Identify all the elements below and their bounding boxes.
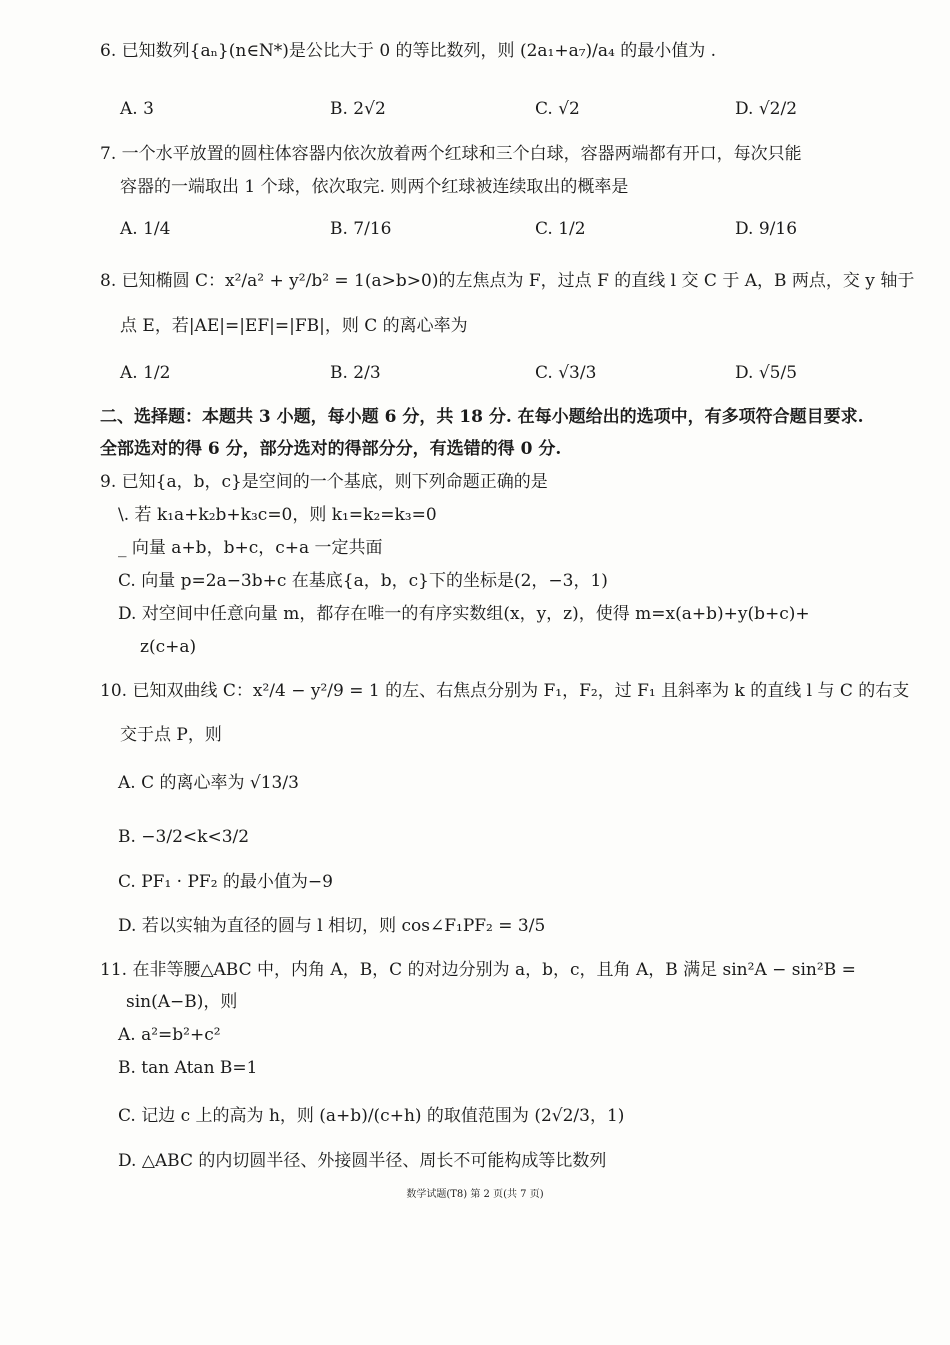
question-6-option-d: D. √2/2	[735, 99, 798, 119]
question-11-option-b: B. tan Atan B=1	[118, 1058, 258, 1078]
question-7-option-d: D. 9/16	[735, 219, 798, 239]
page-footer: 数学试题(T8) 第 2 页(共 7 页)	[406, 1189, 544, 1200]
question-10-option-d: D. 若以实轴为直径的圆与 l 相切，则 cos∠F₁PF₂ = 3/5	[118, 916, 546, 936]
question-11-option-c: C. 记边 c 上的高为 h，则 (a+b)/(c+h) 的取值范围为 (2√2/3，1)	[118, 1106, 625, 1126]
question-8-option-a: A. 1/2	[120, 363, 171, 383]
question-9-option-d-line2: z(c+a)	[140, 637, 197, 657]
question-9-option-b: _ 向量 a+b，b+c，c+a 一定共面	[118, 538, 383, 558]
question-7-option-a: A. 1/4	[120, 219, 171, 239]
question-8-option-d: D. √5/5	[735, 363, 798, 383]
question-9-option-a: \. 若 k₁a+k₂b+k₃c=0，则 k₁=k₂=k₃=0	[118, 505, 437, 525]
question-8-option-b: B. 2/3	[330, 363, 381, 383]
question-7-stem-line1: 7. 一个水平放置的圆柱体容器内依次放着两个红球和三个白球，容器两端都有开口，每次只能	[100, 144, 802, 164]
question-9-option-d-line1: D. 对空间中任意向量 m，都存在唯一的有序实数组(x，y，z)，使得 m=x(a+b)+y(b+c)+	[118, 604, 810, 624]
section-2-heading-line2: 全部选对的得 6 分，部分选对的得部分分，有选错的得 0 分.	[100, 439, 562, 459]
question-11-stem-line1: 11. 在非等腰△ABC 中，内角 A，B，C 的对边分别为 a，b，c，且角 A，B 满足 sin²A − sin²B =	[100, 960, 856, 980]
question-10-option-b: B. −3/2<k<3/2	[118, 827, 250, 847]
question-10-option-c: C. PF₁ · PF₂ 的最小值为−9	[118, 872, 333, 892]
question-8-option-c: C. √3/3	[535, 363, 597, 383]
question-9-stem: 9. 已知{a，b，c}是空间的一个基底，则下列命题正确的是	[100, 472, 548, 492]
question-7-option-b: B. 7/16	[330, 219, 392, 239]
question-8-stem-line2: 点 E，若|AE|=|EF|=|FB|，则 C 的离心率为	[120, 316, 468, 336]
section-2-heading-line1: 二、选择题：本题共 3 小题，每小题 6 分，共 18 分. 在每小题给出的选项中，有多项符合题目要求.	[100, 407, 864, 427]
question-10-stem-line1: 10. 已知双曲线 C：x²/4 − y²/9 = 1 的左、右焦点分别为 F₁，F₂，过 F₁ 且斜率为 k 的直线 l 与 C 的右支	[100, 681, 910, 701]
question-6-option-b: B. 2√2	[330, 99, 386, 119]
question-10-option-a: A. C 的离心率为 √13/3	[118, 773, 299, 793]
question-7-option-c: C. 1/2	[535, 219, 586, 239]
question-10-stem-line2: 交于点 P，则	[120, 725, 222, 745]
question-7-stem-line2: 容器的一端取出 1 个球，依次取完. 则两个红球被连续取出的概率是	[120, 177, 629, 197]
question-9-option-c: C. 向量 p=2a−3b+c 在基底{a，b，c}下的坐标是(2，−3，1)	[118, 571, 608, 591]
question-6-option-c: C. √2	[535, 99, 580, 119]
question-8-stem-line1: 8. 已知椭圆 C：x²/a² + y²/b² = 1(a>b>0)的左焦点为 F，过点 F 的直线 l 交 C 于 A，B 两点，交 y 轴于	[100, 271, 915, 291]
question-11-stem-line2: sin(A−B)，则	[126, 992, 238, 1012]
question-11-option-d: D. △ABC 的内切圆半径、外接圆半径、周长不可能构成等比数列	[118, 1151, 607, 1171]
question-6-option-a: A. 3	[120, 99, 154, 119]
question-11-option-a: A. a²=b²+c²	[118, 1025, 221, 1045]
question-6-stem: 6. 已知数列{aₙ}(n∈N*)是公比大于 0 的等比数列，则 (2a₁+a₇)/a₄ 的最小值为 .	[100, 41, 717, 61]
